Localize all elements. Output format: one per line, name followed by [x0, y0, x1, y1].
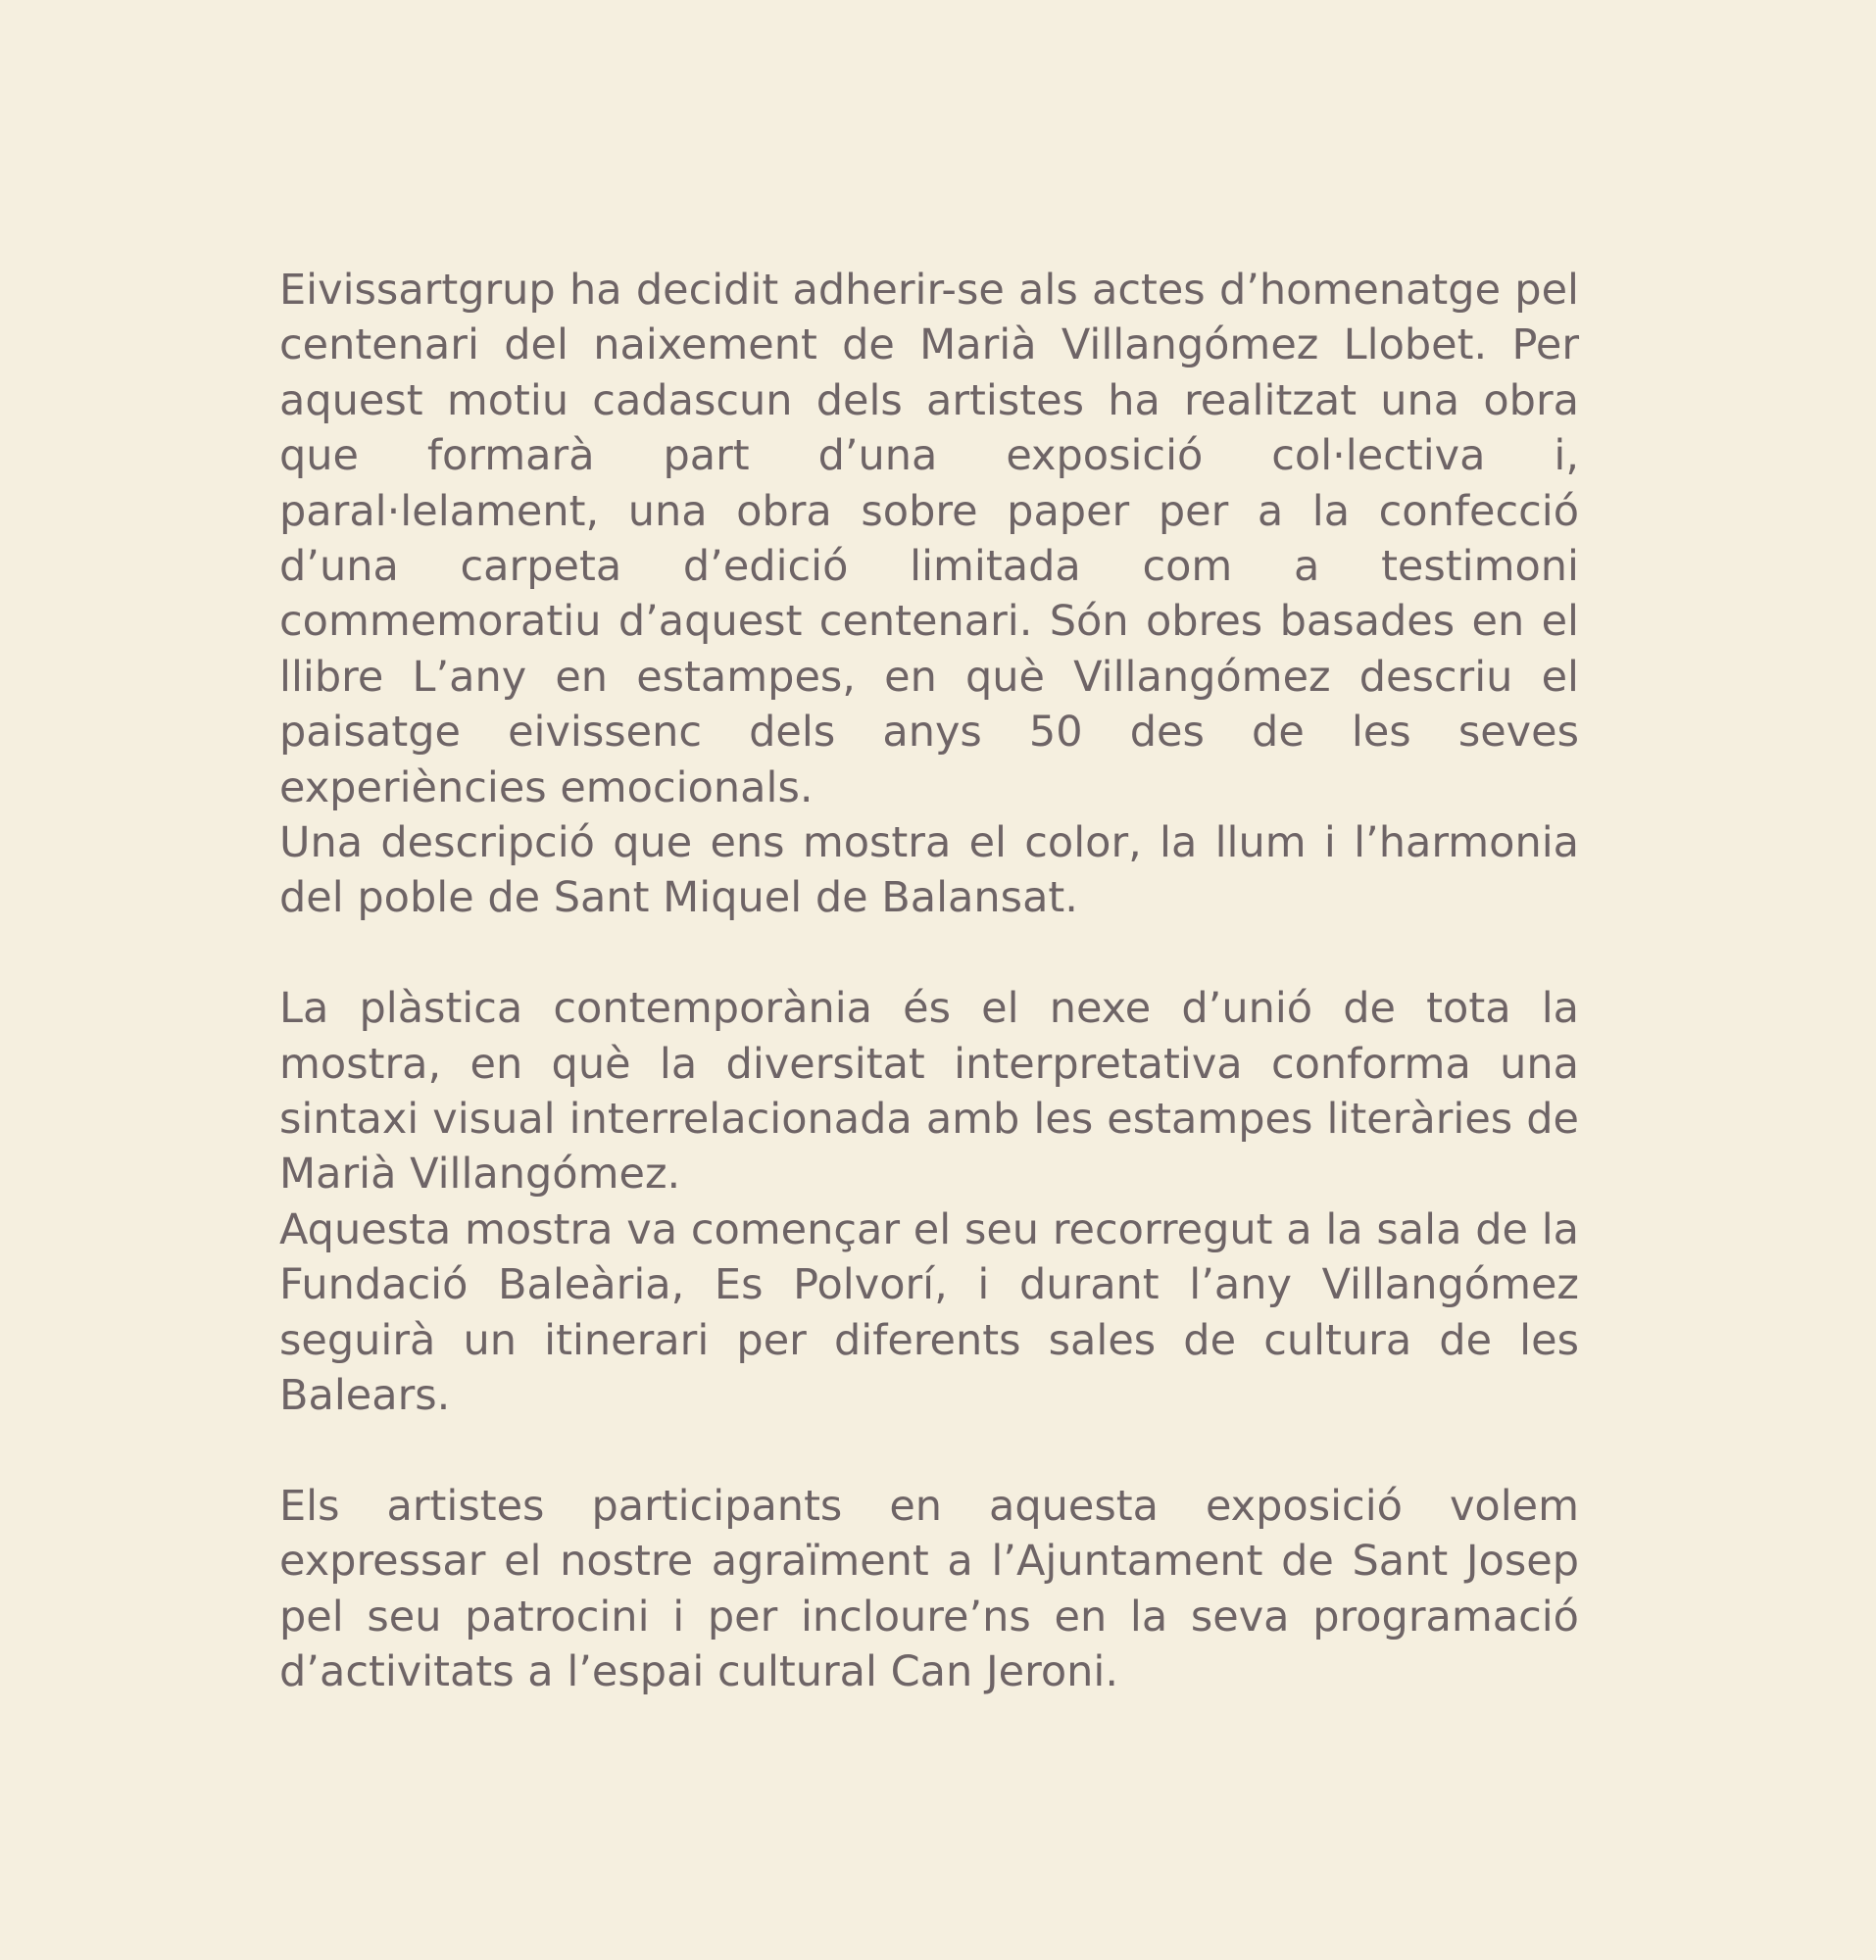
- paragraph-itinerary: Aquesta mostra va començar el seu recorregut a la sala de la Fundació Baleària, Es Polvorí, i durant l’any Villangómez seguirà un itinerari per diferents sales de cultura de les Balears.: [279, 1204, 1579, 1421]
- paragraph-contemporary-art: La plàstica contemporània és el nexe d’unió de tota la mostra, en què la diversitat interpretativa conforma una sintaxi visual interrelacionada amb les estampes literàries de Marià Villangómez.: [279, 984, 1579, 1200]
- paragraph-spacer: [279, 1424, 1579, 1479]
- paragraph-spacer: [279, 926, 1579, 981]
- paragraph-description: Una descripció que ens mostra el color, la llum i l’harmonia del poble de Sant Miquel de Balansat.: [279, 818, 1579, 923]
- body-text: [279, 263, 1579, 1700]
- paragraph-acknowledgement: Els artistes participants en aquesta exposició volem expressar el nostre agraïment a l’Ajuntament de Sant Josep pel seu patrocini i per incloure’ns en la seva programació d’activitats a l’espai cultural Can Jeroni.: [279, 1481, 1579, 1697]
- paragraph-intro: Eivissartgrup ha decidit adherir-se als actes d’homenatge pel centenari del naixement de Marià Villangómez Llobet. Per aquest motiu cadascun dels artistes ha realitzat una obra que formarà part d’una exposició col·lectiva i, paral·lelament, una obra sobre paper per a la confecció d’una carpeta d’edició limitada com a testimoni commemoratiu d’aquest centenari. Són obres basades en el llibre L’any en estampes, en què Villangómez descriu el paisatge eivissenc dels anys 50 des de les seves experiències emocionals.: [279, 266, 1579, 812]
